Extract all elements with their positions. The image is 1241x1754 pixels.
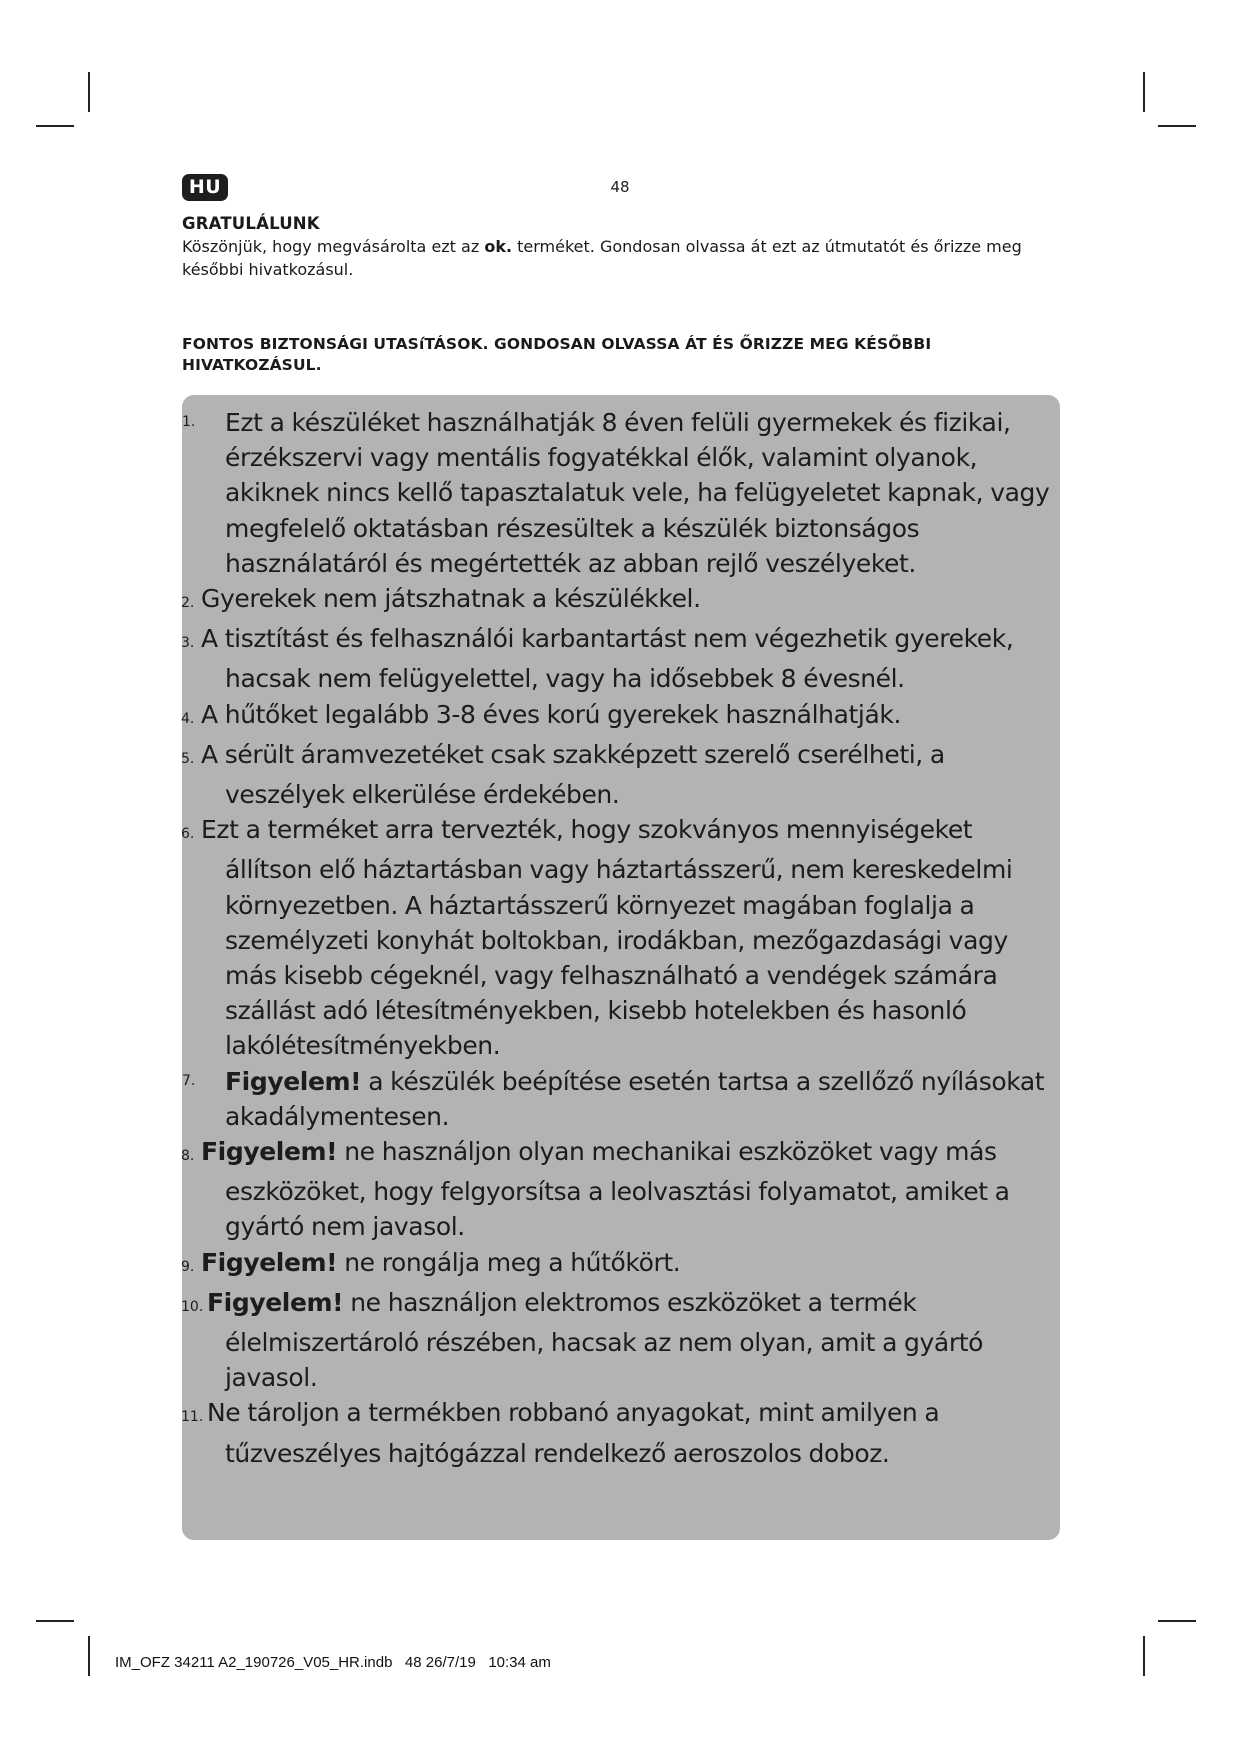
- crop-mark-top-left-horizontal: [36, 125, 74, 127]
- instruction-text: a készülék beépítése esetén tartsa a szellőző nyílásokat akadálymentesen.: [225, 1066, 1045, 1131]
- page-number: 48: [610, 178, 630, 196]
- intro-text: [182, 235, 1062, 281]
- instruction-text: A hűtőket legalább 3-8 éves korú gyerekek használhatják.: [201, 699, 902, 729]
- crop-mark-bottom-left-vertical: [88, 1636, 90, 1676]
- instruction-number: 4.: [181, 710, 195, 727]
- instruction-number: 1.: [182, 414, 196, 430]
- instruction-text: Ezt a készüléket használhatják 8 éven felüli gyermekek és fizikai, érzékszervi vagy mentális fogyatékkal élők, valamint olyanok, akiknek nincs kellő tapasztalatuk vele, ha felügyeletet kapnak, vagy megfelelő oktatásban részesültek a készülék biztonságos használatáról és megértették az abban rejlő veszélyeket.: [225, 408, 1050, 578]
- instruction-number: 3.: [181, 635, 195, 652]
- intro-section: [182, 214, 1062, 281]
- crop-mark-top-left-vertical: [88, 72, 90, 112]
- instruction-item: [182, 1064, 1060, 1134]
- instruction-item: [182, 1285, 1060, 1396]
- instruction-item: [182, 405, 1060, 581]
- crop-mark-bottom-left-horizontal: [36, 1620, 74, 1622]
- instruction-number: 6.: [181, 826, 195, 843]
- instruction-number: 5.: [181, 750, 195, 767]
- instruction-item: [182, 812, 1060, 1063]
- instruction-text: Ne tároljon a termékben robbanó anyagokat, mint amilyen a tűzveszélyes hajtógázzal rendelkező aeroszolos doboz.: [207, 1398, 940, 1468]
- safety-heading: FONTOS BIZTONSÁGI UTASíTÁSOK. GONDOSAN OLVASSA ÁT ÉS ŐRIZZE MEG KÉSŐBBI HIVATKOZÁSUL.: [182, 335, 932, 374]
- intro-text-end: terméket. Gondosan olvassa át ezt az útmutatót és őrizze meg későbbi hivatkozásul.: [182, 237, 1022, 279]
- crop-mark-bottom-right-vertical: [1143, 1636, 1145, 1676]
- instruction-warning-label: Figyelem!: [207, 1287, 344, 1317]
- crop-mark-bottom-right-horizontal: [1158, 1620, 1196, 1622]
- safety-instructions-box: [182, 395, 1060, 1540]
- instruction-item: [182, 697, 1060, 737]
- instruction-text: ne használjon olyan mechanikai eszközöket vagy más eszközöket, hogy felgyorsítsa a leolvasztási folyamatot, amiket a gyártó nem javasol.: [225, 1137, 1010, 1242]
- brand-name: ok.: [484, 237, 513, 256]
- instruction-text: Gyerekek nem játszhatnak a készülékkel.: [201, 584, 701, 614]
- instruction-item: [182, 1245, 1060, 1285]
- instruction-number: 2.: [181, 595, 195, 612]
- intro-text-start: Köszönjük, hogy megvásárolta ezt az: [182, 237, 485, 256]
- crop-mark-top-right-horizontal: [1158, 125, 1196, 127]
- instruction-text: ne használjon elektromos eszközöket a termék élelmiszertároló részében, hacsak az nem olyan, amit a gyártó javasol.: [225, 1287, 984, 1393]
- instruction-number: 10.: [181, 1298, 204, 1315]
- instruction-number: 8.: [181, 1148, 195, 1165]
- instruction-warning-label: Figyelem!: [201, 1137, 338, 1167]
- instruction-item: [182, 737, 1060, 812]
- instruction-text: Ezt a terméket arra tervezték, hogy szokványos mennyiségeket állítson elő háztartásban vagy háztartásszerű, nem kereskedelmi környezetben. A háztartásszerű környezet magában foglalja a személyzeti konyhát boltokban, irodákban, mezőgazdasági vagy más kisebb cégeknél, vagy felhasználható a vendégek számára szállást adó létesítményekben, kisebb hotelekben és hasonló lakólétesítményekben.: [201, 815, 1013, 1061]
- instruction-number: 7.: [182, 1072, 196, 1089]
- print-info-footer: IM_OFZ 34211 A2_190726_V05_HR.indb 48 26/7/19 10:34 am: [115, 1654, 551, 1671]
- instruction-warning-label: Figyelem!: [225, 1066, 362, 1096]
- instruction-text: A tisztítást és felhasználói karbantartást nem végezhetik gyerekek, hacsak nem felügyelettel, vagy ha idősebbek 8 évesnél.: [201, 624, 1014, 694]
- safety-instructions-list: [182, 405, 1060, 1471]
- instruction-item: [182, 621, 1060, 696]
- instruction-item: [182, 581, 1060, 621]
- instruction-item: [182, 1134, 1060, 1245]
- language-badge: HU: [182, 174, 228, 201]
- instruction-warning-label: Figyelem!: [201, 1247, 338, 1277]
- instruction-number: 11.: [181, 1409, 204, 1426]
- instruction-text: ne rongálja meg a hűtőkört.: [337, 1247, 681, 1277]
- instruction-item: [182, 1395, 1060, 1470]
- instruction-number: 9.: [181, 1258, 195, 1275]
- intro-title: GRATULÁLUNK: [182, 214, 320, 233]
- crop-mark-top-right-vertical: [1143, 72, 1145, 112]
- instruction-text: A sérült áramvezetéket csak szakképzett szerelő cserélheti, a veszélyek elkerülése érdekében.: [201, 739, 945, 810]
